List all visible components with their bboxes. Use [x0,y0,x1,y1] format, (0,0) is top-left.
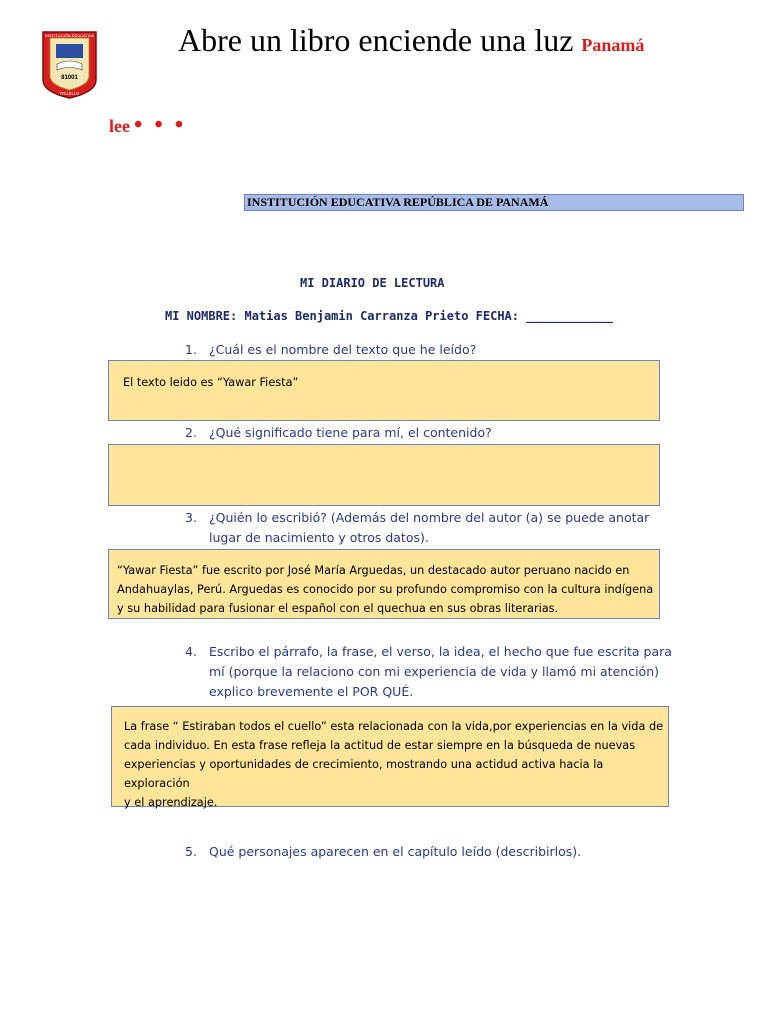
question-1 [185,340,705,360]
question-text: ¿Quién lo escribió? (Además del nombre del autor (a) se puede anotar [209,510,650,525]
question-text: ¿Cuál es el nombre del texto que he leído? [209,342,477,357]
question-text: explico brevemente el POR QUÉ. [209,684,414,699]
question-2 [185,423,705,443]
question-number: 4. [185,644,197,659]
svg-text:81001: 81001 [61,75,78,81]
student-name-line: MI NOMBRE: Matias Benjamin Carranza Prieto FECHA: ____________ [165,309,613,323]
subtitle-dots: • • • [133,112,187,138]
answer-line: Andahuaylas, Perú. Arguedas es conocido por su profundo compromiso con la cultura indígena [117,583,654,596]
question-number: 2. [185,425,197,440]
question-text: ¿Qué significado tiene para mí, el contenido? [209,425,492,440]
answer-box-3 [108,549,660,619]
subtitle-text: lee [109,116,130,136]
answer-line: cada individuo. En esta frase refleja la actitud de estar siempre en la búsqueda de nuevas [124,739,636,752]
institution-banner: INSTITUCIÓN EDUCATIVA REPÚBLICA DE PANAMÁ [244,194,744,211]
question-text: lugar de nacimiento y otros datos). [209,530,429,545]
answer-line: y el aprendizaje. [124,796,218,809]
title-text: bre un libro enciende una luz [201,22,574,58]
question-text: Escribo el párrafo, la frase, el verso, la idea, el hecho que fue escrita para [209,644,672,659]
question-4 [185,642,725,702]
svg-text:INSTITUCIÓN EDUCATIVA: INSTITUCIÓN EDUCATIVA [45,33,94,38]
diary-title: MI DIARIO DE LECTURA [300,276,445,290]
answer-box-4 [111,706,669,807]
question-number: 3. [185,510,197,525]
answer-line: “Yawar Fiesta” fue escrito por José María Arguedas, un destacado autor peruano nacido en [117,564,630,577]
answer-line: experiencias y oportunidades de crecimiento, mostrando una actidud activa hacia la exploración [124,758,604,790]
question-5 [185,842,705,862]
answer-box-1 [108,360,660,421]
answer-box-2 [108,444,660,506]
header-subtitle [109,112,186,139]
school-crest-logo [41,30,98,100]
answer-line: La frase “ Estiraban todos el cuello” esta relacionada con la vida,por experiencias en la vida de [124,720,664,733]
question-text: Qué personajes aparecen en el capítulo leído (describirlos). [209,844,582,859]
svg-text:TRUJILLO: TRUJILLO [59,91,80,96]
title-initial: A [178,22,202,58]
question-3 [185,508,725,548]
answer-line: El texto leido es “Yawar Fiesta” [123,376,299,389]
title-suffix: Panamá [581,35,645,55]
question-text: mí (porque la relaciono con mi experiencia de vida y llamó mi atención) [209,664,659,679]
answer-line: y su habilidad para fusionar el español con el quechua en sus obras literarias. [117,602,559,615]
header-title [178,22,644,59]
question-number: 1. [185,342,197,357]
question-number: 5. [185,844,197,859]
